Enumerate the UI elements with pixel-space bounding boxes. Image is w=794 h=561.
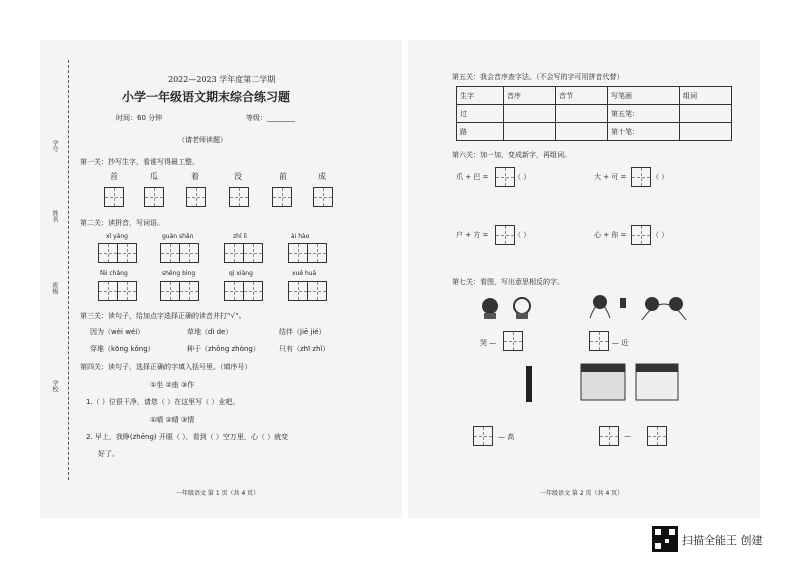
writing-box[interactable] <box>229 187 249 207</box>
writing-box[interactable] <box>104 187 124 207</box>
copy-char: 前 <box>279 172 287 181</box>
fill-sentence-2[interactable]: 2. 早上，我睁(zhēng) 开眼（ ），看到（ ）空万里，心（ ）就变 <box>86 433 289 441</box>
pronunciation-choice[interactable]: 种于（zhǒng zhòng） <box>187 345 260 353</box>
table-cell[interactable]: 第十笔： <box>608 123 680 141</box>
copy-char: 着 <box>191 172 199 181</box>
writing-box[interactable] <box>503 331 523 351</box>
pronunciation-choice[interactable]: 因为（wèi wéi） <box>90 328 145 336</box>
teacher-note: （请老师读题） <box>178 136 227 144</box>
child-body <box>484 313 496 319</box>
tall-post-picture <box>526 366 532 402</box>
table-header: 生字 <box>457 87 504 105</box>
dash: — <box>624 432 631 440</box>
word-box[interactable] <box>98 281 136 301</box>
pinyin: xǐ yáng <box>106 233 128 240</box>
pinyin: guàn shǎn <box>162 233 194 240</box>
pinyin: fēi chǎng <box>100 270 128 277</box>
pronunciation-choice[interactable]: 草地（dì de） <box>187 328 233 336</box>
fill-sentence-1[interactable]: 1.（ ）位很干净，请您（ ）在这里写（ ）业吧。 <box>86 398 240 406</box>
writing-box[interactable] <box>589 331 609 351</box>
word-box[interactable] <box>224 281 262 301</box>
writing-box[interactable] <box>144 187 164 207</box>
word-paren[interactable]: （ ） <box>652 231 669 239</box>
page-footer-right: 一年级语文 第 2 页（共 4 页） <box>540 490 624 497</box>
table-header: 组词 <box>680 87 732 105</box>
word-paren[interactable]: （ ） <box>514 173 531 181</box>
word-box[interactable] <box>160 243 198 263</box>
section1-question: 第一关：抄写生字，看谁写得最工整。 <box>80 158 199 166</box>
child-body <box>516 313 528 319</box>
antonym-word: 哭 — <box>480 339 497 347</box>
jump-rope-kids-picture <box>586 294 696 324</box>
copy-char: 成 <box>318 172 326 181</box>
grade-field: 等级：________ <box>246 114 295 122</box>
writing-box[interactable] <box>186 187 206 207</box>
page-left <box>40 40 402 518</box>
term-header: 2022—2023 学年度第二学期 <box>168 75 276 84</box>
writing-box[interactable] <box>495 167 515 187</box>
word-box[interactable] <box>160 281 198 301</box>
pinyin: ài hào <box>291 233 310 240</box>
copy-char: 没 <box>234 172 242 181</box>
section5-question: 第五关：我会音序查字法。（不会写的字可用拼音代替） <box>452 73 624 81</box>
table-cell: 过 <box>457 105 504 123</box>
pronunciation-choice[interactable]: 结伴（jiē jié） <box>279 328 326 336</box>
table-cell[interactable] <box>504 105 556 123</box>
page-footer-left: 一年级语文 第 1 页（共 4 页） <box>176 490 260 497</box>
writing-box[interactable] <box>647 426 667 446</box>
writing-box[interactable] <box>599 426 619 446</box>
options-group-1: ①坐 ②座 ③作 <box>150 381 195 389</box>
section7-question: 第七关：看图，写出意思相反的字。 <box>452 278 564 286</box>
pinyin: xuě huā <box>292 270 317 277</box>
table-cell[interactable] <box>504 123 556 141</box>
section2-question: 第二关：读拼音，写词语。 <box>80 219 164 227</box>
pinyin: shēng bìng <box>162 270 196 277</box>
copy-char: 瓜 <box>150 172 158 181</box>
section3-question: 第三关：读句子，给加点字选择正确的读音并打“√”。 <box>80 312 246 320</box>
section6-question: 第六关：加一加，变成新字，再组词。 <box>452 151 571 159</box>
char-formula: 大 + 可 = <box>594 173 627 181</box>
writing-box[interactable] <box>473 426 493 446</box>
pronunciation-choice[interactable]: 穿堆（kōng kǒng） <box>90 345 155 353</box>
writing-box[interactable] <box>495 225 515 245</box>
table-cell[interactable] <box>680 105 732 123</box>
pinyin: qì xiāng <box>229 270 253 277</box>
section4-question: 第四关：读句子，选择正确的字填入括号里。（填序号） <box>80 363 252 371</box>
word-box[interactable] <box>98 243 136 263</box>
crying-laughing-kids-picture <box>476 296 536 320</box>
word-box[interactable] <box>224 243 262 263</box>
table-cell[interactable]: 第五笔： <box>608 105 680 123</box>
word-paren[interactable]: （ ） <box>652 173 669 181</box>
rope-handle <box>620 298 626 308</box>
antonym-word: — 高 <box>498 433 515 441</box>
table-cell[interactable] <box>556 105 608 123</box>
fill-sentence-2-cont: 好了。 <box>98 450 119 458</box>
table-cell[interactable] <box>680 123 732 141</box>
pinyin: zhī lì <box>233 233 247 240</box>
table-cell: 路 <box>457 123 504 141</box>
word-box[interactable] <box>288 243 326 263</box>
writing-box[interactable] <box>631 225 651 245</box>
fish-tank-picture <box>580 362 680 402</box>
side-label-id: 学号 <box>51 140 58 152</box>
writing-box[interactable] <box>313 187 333 207</box>
table-header: 音序 <box>504 87 556 105</box>
options-group-2: ①晴 ②晴 ③情 <box>150 416 195 424</box>
exam-title: 小学一年级语文期末综合练习题 <box>122 90 291 104</box>
phonetic-index-table <box>456 86 732 141</box>
scanner-watermark: 扫描全能王 创建 <box>682 534 763 547</box>
tank-lid <box>581 364 625 372</box>
side-label-school: 学校 <box>51 380 58 392</box>
copy-char: 首 <box>110 172 118 181</box>
table-header: 音节 <box>556 87 608 105</box>
word-box[interactable] <box>288 281 326 301</box>
pronunciation-choice[interactable]: 只有（zhī zhǐ） <box>279 345 330 353</box>
tank-lid <box>636 364 678 372</box>
writing-box[interactable] <box>631 167 651 187</box>
word-paren[interactable]: （ ） <box>514 231 531 239</box>
side-label-name: 姓名 <box>51 210 58 222</box>
writing-box[interactable] <box>272 187 292 207</box>
antonym-word: — 近 <box>612 339 629 347</box>
side-label-class: 班级 <box>51 282 58 294</box>
char-formula: 户 + 方 = <box>456 231 489 239</box>
time-limit: 时间：60 分钟 <box>116 114 163 122</box>
child-head <box>482 298 498 314</box>
table-cell[interactable] <box>556 123 608 141</box>
child-head <box>514 298 530 314</box>
table-header: 写笔画 <box>608 87 680 105</box>
char-formula: 心 + 你 = <box>594 231 627 239</box>
binding-line <box>68 60 69 480</box>
qr-code-icon <box>652 526 678 552</box>
char-formula: 爪 + 巴 = <box>456 173 489 181</box>
